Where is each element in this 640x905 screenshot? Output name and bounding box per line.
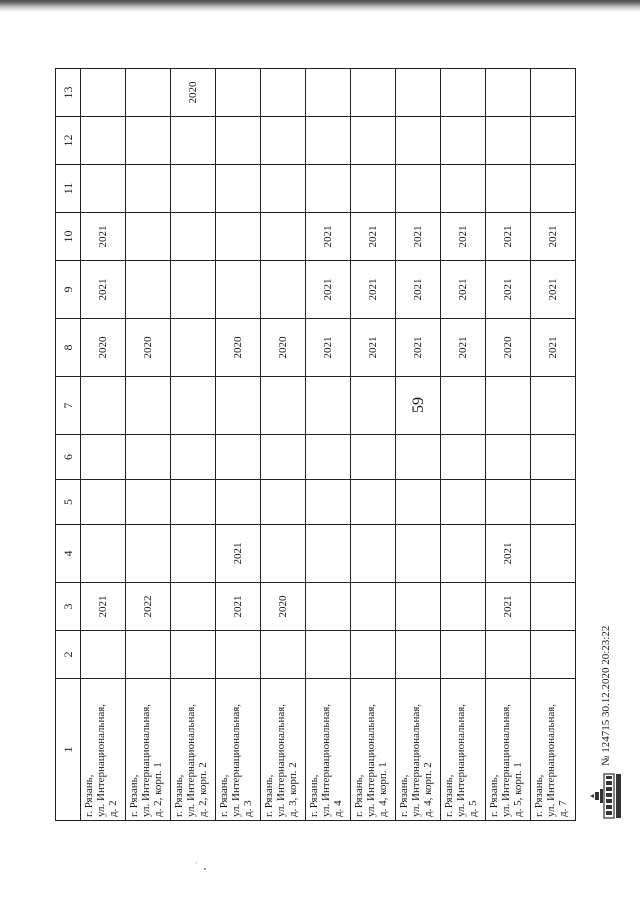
year-cell xyxy=(396,525,441,583)
year-cell xyxy=(126,165,171,213)
year-cell xyxy=(441,583,486,631)
year-cell: 2021 xyxy=(306,261,351,319)
year-cell xyxy=(171,583,216,631)
year-cell xyxy=(486,377,531,435)
column-header: 11 xyxy=(56,165,81,213)
address-line: ул. Интернациональная, xyxy=(230,703,242,817)
address-cell xyxy=(81,679,126,821)
address-line: д. 4, корп. 2 xyxy=(422,762,434,817)
document-stamp xyxy=(588,626,624,820)
year-cell: 2020 xyxy=(486,319,531,377)
address-cell xyxy=(126,679,171,821)
year-cell xyxy=(351,117,396,165)
year-cell xyxy=(261,165,306,213)
table-row xyxy=(306,69,351,821)
year-cell xyxy=(171,480,216,525)
year-cell: 2021 xyxy=(351,261,396,319)
year-cell xyxy=(261,261,306,319)
year-cell xyxy=(171,631,216,679)
year-cell xyxy=(351,583,396,631)
year-cell xyxy=(171,377,216,435)
address-line: д. 2 xyxy=(107,800,119,817)
column-header: 3 xyxy=(56,583,81,631)
year-cell xyxy=(486,631,531,679)
column-header: 12 xyxy=(56,117,81,165)
stamp-text: № 124715 30.12.2020 20:23:22 xyxy=(600,625,612,766)
column-header: 7 xyxy=(56,377,81,435)
year-cell xyxy=(396,631,441,679)
year-cell: 2021 xyxy=(216,583,261,631)
year-cell: 2020 xyxy=(261,319,306,377)
year-cell xyxy=(81,117,126,165)
year-cell: 2020 xyxy=(216,319,261,377)
year-cell xyxy=(486,69,531,117)
column-header: 1 xyxy=(56,679,81,821)
year-cell xyxy=(171,525,216,583)
year-cell xyxy=(306,165,351,213)
year-cell xyxy=(216,69,261,117)
year-cell xyxy=(396,69,441,117)
year-cell xyxy=(486,165,531,213)
year-cell xyxy=(126,525,171,583)
column-header: 9 xyxy=(56,261,81,319)
address-line: ул. Интернациональная, xyxy=(185,703,197,817)
address-line: г. Рязань, xyxy=(488,774,500,817)
year-cell xyxy=(261,525,306,583)
year-cell xyxy=(81,165,126,213)
year-cell: 2021 xyxy=(486,525,531,583)
year-cell: 2020 xyxy=(261,583,306,631)
address-line: г. Рязань, xyxy=(173,774,185,817)
year-cell xyxy=(126,435,171,480)
address-line: ул. Интернациональная, xyxy=(320,703,332,817)
year-cell: 2021 xyxy=(396,261,441,319)
year-cell xyxy=(396,377,441,435)
year-cell xyxy=(441,165,486,213)
year-cell xyxy=(486,435,531,480)
table-row xyxy=(261,69,306,821)
address-cell xyxy=(171,679,216,821)
year-cell xyxy=(531,69,576,117)
column-header: 6 xyxy=(56,435,81,480)
address-line: г. Рязань, xyxy=(443,774,455,817)
year-cell: 2021 xyxy=(441,213,486,261)
address-line: ул. Интернациональная, xyxy=(545,703,557,817)
year-cell xyxy=(81,525,126,583)
year-cell xyxy=(396,117,441,165)
year-cell xyxy=(351,480,396,525)
address-line: г. Рязань, xyxy=(533,774,545,817)
year-cell xyxy=(261,435,306,480)
year-cell: 2021 xyxy=(531,213,576,261)
printing-house-emblem-icon xyxy=(588,772,624,820)
year-cell xyxy=(261,377,306,435)
address-line: г. Рязань, xyxy=(353,774,365,817)
table-row xyxy=(441,69,486,821)
address-line: г. Рязань, xyxy=(218,774,230,817)
year-cell: 2021 xyxy=(216,525,261,583)
year-cell xyxy=(171,117,216,165)
table-row xyxy=(486,69,531,821)
year-cell: 2021 xyxy=(81,213,126,261)
address-line: г. Рязань, xyxy=(308,774,320,817)
year-cell: 2021 xyxy=(531,319,576,377)
column-header: 2 xyxy=(56,631,81,679)
year-cell xyxy=(531,377,576,435)
table-row xyxy=(351,69,396,821)
address-line: д. 4 xyxy=(332,800,344,817)
year-cell xyxy=(126,377,171,435)
year-cell xyxy=(216,261,261,319)
year-cell xyxy=(531,435,576,480)
year-cell: 2021 xyxy=(396,319,441,377)
year-cell: 2021 xyxy=(441,319,486,377)
year-cell: 2021 xyxy=(351,319,396,377)
year-cell xyxy=(396,165,441,213)
address-line: д. 4, корп. 1 xyxy=(377,762,389,817)
address-line: д. 5, корп. 1 xyxy=(512,762,524,817)
address-cell xyxy=(531,679,576,821)
year-cell xyxy=(81,69,126,117)
year-cell xyxy=(441,435,486,480)
address-line: г. Рязань, xyxy=(263,774,275,817)
year-cell: 2021 xyxy=(396,213,441,261)
year-cell xyxy=(81,480,126,525)
column-header: 13 xyxy=(56,69,81,117)
table-row xyxy=(126,69,171,821)
year-cell xyxy=(531,165,576,213)
year-cell: 2020 xyxy=(171,69,216,117)
year-cell xyxy=(486,117,531,165)
year-cell xyxy=(441,525,486,583)
year-cell xyxy=(261,117,306,165)
year-cell xyxy=(351,165,396,213)
year-cell: 2021 xyxy=(306,319,351,377)
address-cell xyxy=(441,679,486,821)
year-cell xyxy=(261,69,306,117)
year-cell xyxy=(306,631,351,679)
year-cell xyxy=(171,165,216,213)
year-cell: 2020 xyxy=(81,319,126,377)
year-cell xyxy=(441,117,486,165)
year-cell xyxy=(126,480,171,525)
year-cell xyxy=(171,213,216,261)
year-cell: 2021 xyxy=(81,583,126,631)
table-row xyxy=(531,69,576,821)
column-header: 10 xyxy=(56,213,81,261)
address-cell xyxy=(351,679,396,821)
year-cell xyxy=(306,69,351,117)
year-cell xyxy=(441,631,486,679)
year-cell xyxy=(351,377,396,435)
year-cell xyxy=(396,435,441,480)
year-cell xyxy=(396,583,441,631)
address-line: ул. Интернациональная, xyxy=(500,703,512,817)
year-cell xyxy=(81,435,126,480)
year-cell xyxy=(351,525,396,583)
year-cell xyxy=(216,480,261,525)
year-cell xyxy=(306,435,351,480)
year-cell xyxy=(81,631,126,679)
year-cell xyxy=(216,117,261,165)
year-cell xyxy=(531,480,576,525)
table-row xyxy=(396,69,441,821)
year-cell xyxy=(216,165,261,213)
table-header-row xyxy=(56,69,81,821)
table-row xyxy=(81,69,126,821)
address-line: ул. Интернациональная, xyxy=(410,703,422,817)
year-cell xyxy=(531,117,576,165)
year-cell xyxy=(216,377,261,435)
year-cell xyxy=(126,261,171,319)
address-line: г. Рязань, xyxy=(398,774,410,817)
year-cell xyxy=(531,631,576,679)
year-cell: 2020 xyxy=(126,319,171,377)
year-cell: 2021 xyxy=(306,213,351,261)
year-cell: 2021 xyxy=(441,261,486,319)
year-cell: 2022 xyxy=(126,583,171,631)
year-cell xyxy=(171,319,216,377)
year-cell xyxy=(306,117,351,165)
address-line: ул. Интернациональная, xyxy=(95,703,107,817)
year-cell xyxy=(306,583,351,631)
year-cell: 2021 xyxy=(486,261,531,319)
year-cell xyxy=(486,480,531,525)
year-cell xyxy=(126,213,171,261)
address-line: ул. Интернациональная, xyxy=(365,703,377,817)
year-cell xyxy=(306,525,351,583)
column-header: 5 xyxy=(56,480,81,525)
year-cell xyxy=(351,435,396,480)
year-cell xyxy=(396,480,441,525)
address-line: д. 2, корп. 2 xyxy=(197,762,209,817)
table-row xyxy=(171,69,216,821)
year-cell xyxy=(171,435,216,480)
address-cell xyxy=(216,679,261,821)
address-line: д. 2, корп. 1 xyxy=(152,762,164,817)
address-line: д. 5 xyxy=(467,800,479,817)
year-cell xyxy=(261,631,306,679)
year-cell xyxy=(531,525,576,583)
column-header: 8 xyxy=(56,319,81,377)
address-line: ул. Интернациональная, xyxy=(455,703,467,817)
year-cell xyxy=(441,69,486,117)
address-line: г. Рязань, xyxy=(83,774,95,817)
year-cell: 2021 xyxy=(486,213,531,261)
address-line: г. Рязань, xyxy=(128,774,140,817)
year-cell xyxy=(351,69,396,117)
table-row xyxy=(216,69,261,821)
address-cell xyxy=(306,679,351,821)
address-cell xyxy=(486,679,531,821)
year-cell: 2021 xyxy=(486,583,531,631)
year-cell xyxy=(171,261,216,319)
year-cell xyxy=(261,480,306,525)
year-cell xyxy=(531,583,576,631)
year-cell xyxy=(441,480,486,525)
address-cell xyxy=(396,679,441,821)
column-header: 4 xyxy=(56,525,81,583)
address-line: д. 3, корп. 2 xyxy=(287,762,299,817)
year-cell xyxy=(306,480,351,525)
address-line: ул. Интернациональная, xyxy=(140,703,152,817)
year-cell xyxy=(441,377,486,435)
year-cell: 2021 xyxy=(531,261,576,319)
year-cell xyxy=(261,213,306,261)
year-cell xyxy=(126,69,171,117)
address-line: ул. Интернациональная, xyxy=(275,703,287,817)
year-cell xyxy=(306,377,351,435)
year-cell xyxy=(126,631,171,679)
year-cell xyxy=(126,117,171,165)
schedule-table xyxy=(55,68,576,821)
page-number: 59 xyxy=(410,397,427,413)
address-cell xyxy=(261,679,306,821)
address-line: д. 3 xyxy=(242,800,254,817)
year-cell xyxy=(351,631,396,679)
year-cell: 2021 xyxy=(81,261,126,319)
year-cell xyxy=(81,377,126,435)
year-cell: 2021 xyxy=(351,213,396,261)
year-cell xyxy=(216,631,261,679)
address-line: д. 7 xyxy=(557,800,569,817)
year-cell xyxy=(216,213,261,261)
year-cell xyxy=(216,435,261,480)
